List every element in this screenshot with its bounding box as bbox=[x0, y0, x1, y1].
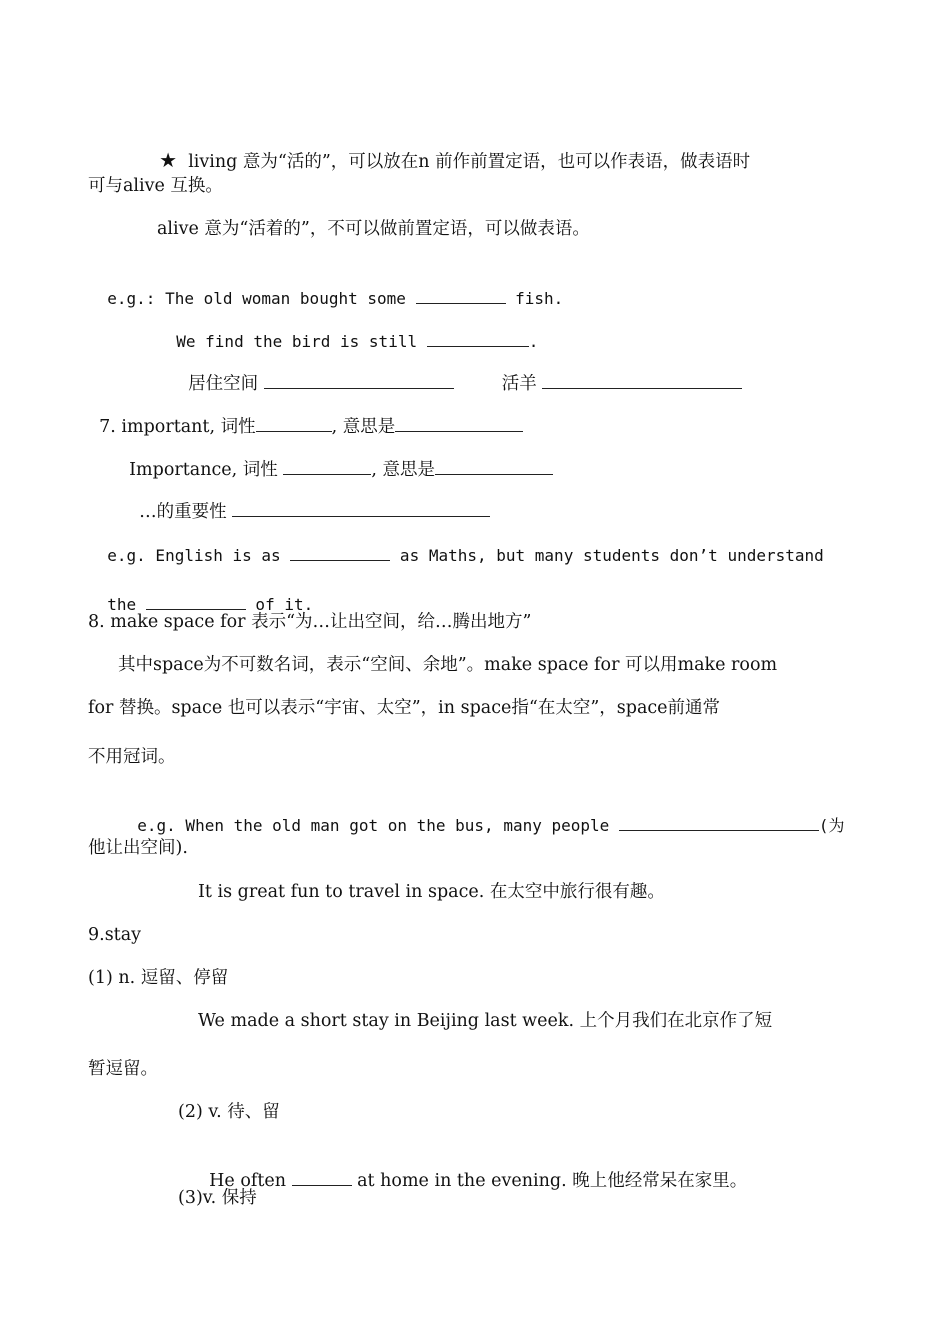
item-8: 8. make space for 表示“为…让出空间，给…腾出地方” bbox=[88, 612, 532, 632]
answer-blank[interactable] bbox=[427, 328, 529, 347]
answer-blank[interactable] bbox=[232, 498, 490, 517]
example-text: at home in the evening. 晚上他经常呆在家里。 bbox=[351, 1171, 748, 1191]
example-text: e.g. When the old man got on the bus, many people bbox=[137, 816, 619, 835]
item-8-line3: 不用冠词。 bbox=[88, 747, 176, 767]
line-living bbox=[148, 124, 750, 174]
answer-blank[interactable] bbox=[435, 456, 553, 475]
line-alive: alive 意为“活着的”，不可以做前置定语，可以做表语。 bbox=[157, 219, 590, 239]
item-text: Importance, 词性 bbox=[129, 460, 284, 480]
example-bus-cont: 他让出空间). bbox=[88, 838, 188, 858]
answer-blank[interactable] bbox=[542, 370, 742, 389]
example-text: We find the bird is still bbox=[176, 332, 427, 351]
answer-blank[interactable] bbox=[416, 285, 506, 304]
answer-blank[interactable] bbox=[146, 591, 246, 610]
example-text: fish. bbox=[505, 289, 564, 308]
example-text: as Maths, but many students don’t understand bbox=[390, 546, 824, 565]
example-beijing-cont: 暂逗留。 bbox=[88, 1059, 158, 1079]
item-text: , 意思是 bbox=[371, 460, 435, 480]
example-home bbox=[198, 1143, 747, 1193]
example-text: . bbox=[528, 332, 539, 351]
item-8-line1: 其中space为不可数名词，表示“空间、余地”。make space for 可以用make room bbox=[118, 655, 778, 675]
item-7-phrase bbox=[128, 474, 490, 524]
term-text: 居住空间 bbox=[188, 374, 264, 394]
answer-blank[interactable] bbox=[395, 413, 523, 432]
example-english bbox=[88, 518, 824, 568]
answer-blank[interactable] bbox=[256, 413, 332, 432]
item-9: 9.stay bbox=[88, 925, 142, 945]
answer-blank[interactable] bbox=[283, 456, 371, 475]
term-text: 活羊 bbox=[501, 374, 543, 394]
item-8-line2: for 替换。space 也可以表示“宇宙、太空”，in space指“在太空”，space前通常 bbox=[88, 698, 721, 718]
answer-blank[interactable] bbox=[619, 812, 819, 831]
answer-blank[interactable] bbox=[290, 542, 390, 561]
item-text: …的重要性 bbox=[139, 502, 233, 522]
answer-blank[interactable] bbox=[292, 1167, 352, 1186]
example-text: He often bbox=[209, 1171, 292, 1191]
item-text: 7. important, 词性 bbox=[99, 417, 256, 437]
star-icon: ★ bbox=[159, 148, 178, 172]
living-text: living 意为“活的”，可以放在n 前作前置定语，也可以作表语，做表语时 bbox=[177, 152, 751, 172]
answer-blank[interactable] bbox=[264, 370, 454, 389]
item-9-sense-3: (3)v. 保持 bbox=[178, 1188, 257, 1208]
example-space: It is great fun to travel in space. 在太空中旅行很有趣。 bbox=[198, 882, 665, 902]
item-text: , 意思是 bbox=[331, 417, 396, 437]
line-living-cont: 可与alive 互换。 bbox=[88, 176, 223, 196]
example-text: of it. bbox=[245, 595, 314, 614]
example-text: the bbox=[107, 595, 146, 614]
example-text: e.g.: The old woman bought some bbox=[107, 289, 416, 308]
example-text: e.g. English is as bbox=[107, 546, 291, 565]
example-beijing: We made a short stay in Beijing last week. 上个月我们在北京作了短 bbox=[198, 1011, 773, 1031]
example-bus bbox=[118, 788, 845, 838]
example-text: (为 bbox=[818, 816, 845, 835]
item-9-sense-1: (1) n. 逗留、停留 bbox=[88, 968, 229, 988]
item-9-sense-2: (2) v. 待、留 bbox=[178, 1102, 280, 1122]
